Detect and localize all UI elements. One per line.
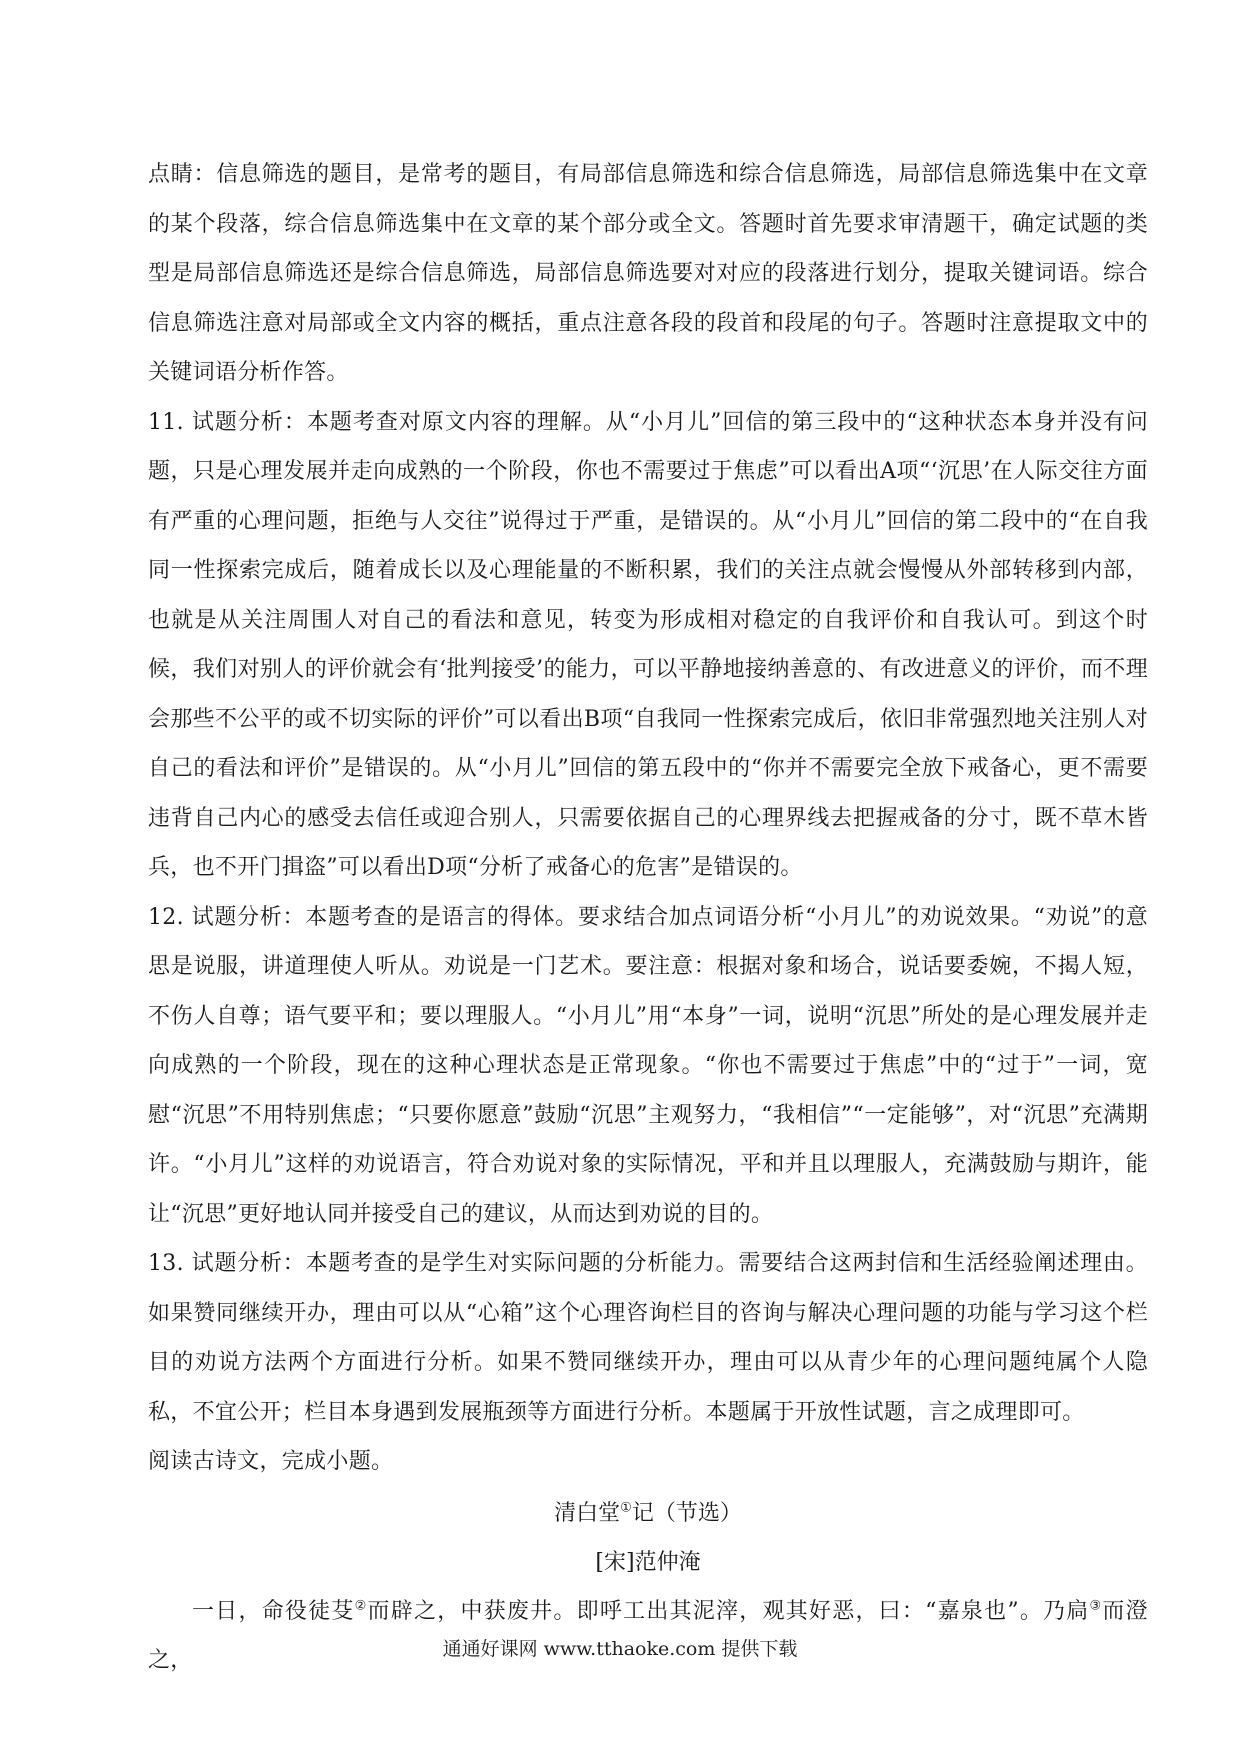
paragraph-q13: 13. 试题分析：本题考查的是学生对实际问题的分析能力。需要结合这两封信和生活经验阐述理由。如果赞同继续开办，理由可以从“心箱”这个心理咨询栏目的咨询与解决心理问题的功能与学习这个栏目的劝说方法两个方面进行分析。如果不赞同继续开办，理由可以从青少年的心理问题纯属个人隐私，不宜公开；栏目本身遇到发展瓶颈等方面进行分析。本题属于开放性试题，言之成理即可。 [148, 1251, 1148, 1425]
paragraph-instruction: 阅读古诗文，完成小题。 [148, 1449, 394, 1474]
poem-title [148, 1489, 1148, 1538]
paragraph-q12: 12. 试题分析：本题考查的是语言的得体。要求结合加点词语分析“小月儿”的劝说效果。“劝说”的意思是说服，讲道理使人听从。劝说是一门艺术。要注意：根据对象和场合，说话要委婉，不揭人短，不伤人自尊；语气要平和；要以理服人。“小月儿”用“本身”一词，说明“沉思”所处的是心理发展并走向成熟的一个阶段，现在的这种心理状态是正常现象。“你也不需要过于焦虑”中的“过于”一词，宽慰“沉思”不用特别焦虑；“只要你愿意”鼓励“沉思”主观努力，“我相信”“一定能够”，对“沉思”充满期许。“小月儿”这样的劝说语言，符合劝说对象的实际情况，平和并且以理服人，充满鼓励与期许，能让“沉思”更好地认同并接受自己的建议，从而达到劝说的目的。 [148, 904, 1148, 1227]
footnote-marker-2: ② [354, 1598, 368, 1614]
poem-line-b: 而辟之，中获废井。即呼工出其泥滓，观其好恶，曰：“嘉泉也”。乃扃 [367, 1598, 1090, 1624]
document-body [148, 150, 1148, 1686]
poem-line-c: 而澄之， [148, 1598, 1148, 1673]
page-footer: 通通好课网 www.tthaoke.com 提供下载 [442, 1638, 798, 1660]
poem-title-before: 清白堂 [554, 1500, 621, 1526]
paragraph-q11: 11. 试题分析：本题考查对原文内容的理解。从“小月儿”回信的第三段中的“这种状态本身并没有问题，只是心理发展并走向成熟的一个阶段，你也不需要过于焦虑”可以看出A项“‘沉思’在人际交往方面有严重的心理问题，拒绝与人交往”说得过于严重，是错误的。从“小月儿”回信的第二段中的“在自我同一性探索完成后，随着成长以及心理能量的不断积累，我们的关注点就会慢慢从外部转移到内部，也就是从关注周围人对自己的看法和意见，转变为形成相对稳定的自我评价和自我认可。到这个时候，我们对别人的评价就会有‘批判接受’的能力，可以平静地接纳善意的、有改进意义的评价，而不理会那些不公平的或不切实际的评价”可以看出B项“自我同一性探索完成后，依旧非常强烈地关注别人对自己的看法和评价”是错误的。从“小月儿”回信的第五段中的“你并不需要完全放下戒备心，更不需要违背自己内心的感受去信任或迎合别人，只需要依据自己的心理界线去把握戒备的分寸，既不草木皆兵，也不开门揖盗”可以看出D项“分析了戒备心的危害”是错误的。 [148, 409, 1148, 880]
poem-author: [宋]范仲淹 [595, 1549, 701, 1575]
poem-title-after: 记（节选） [631, 1500, 742, 1526]
poem-line-a: 一日，命役徒芟 [192, 1598, 355, 1624]
paragraph-dianjing: 点睛：信息筛选的题目，是常考的题目，有局部信息筛选和综合信息筛选，局部信息筛选集中在文章的某个段落，综合信息筛选集中在文章的某个部分或全文。答题时首先要求审清题干，确定试题的类型是局部信息筛选还是综合信息筛选，局部信息筛选要对对应的段落进行划分，提取关键词语。综合信息筛选注意对局部或全文内容的概括，重点注意各段的段首和段尾的句子。答题时注意提取文中的关键词语分析作答。 [148, 162, 1148, 385]
footnote-marker-1: ① [620, 1500, 632, 1516]
footnote-marker-3: ③ [1089, 1598, 1103, 1614]
